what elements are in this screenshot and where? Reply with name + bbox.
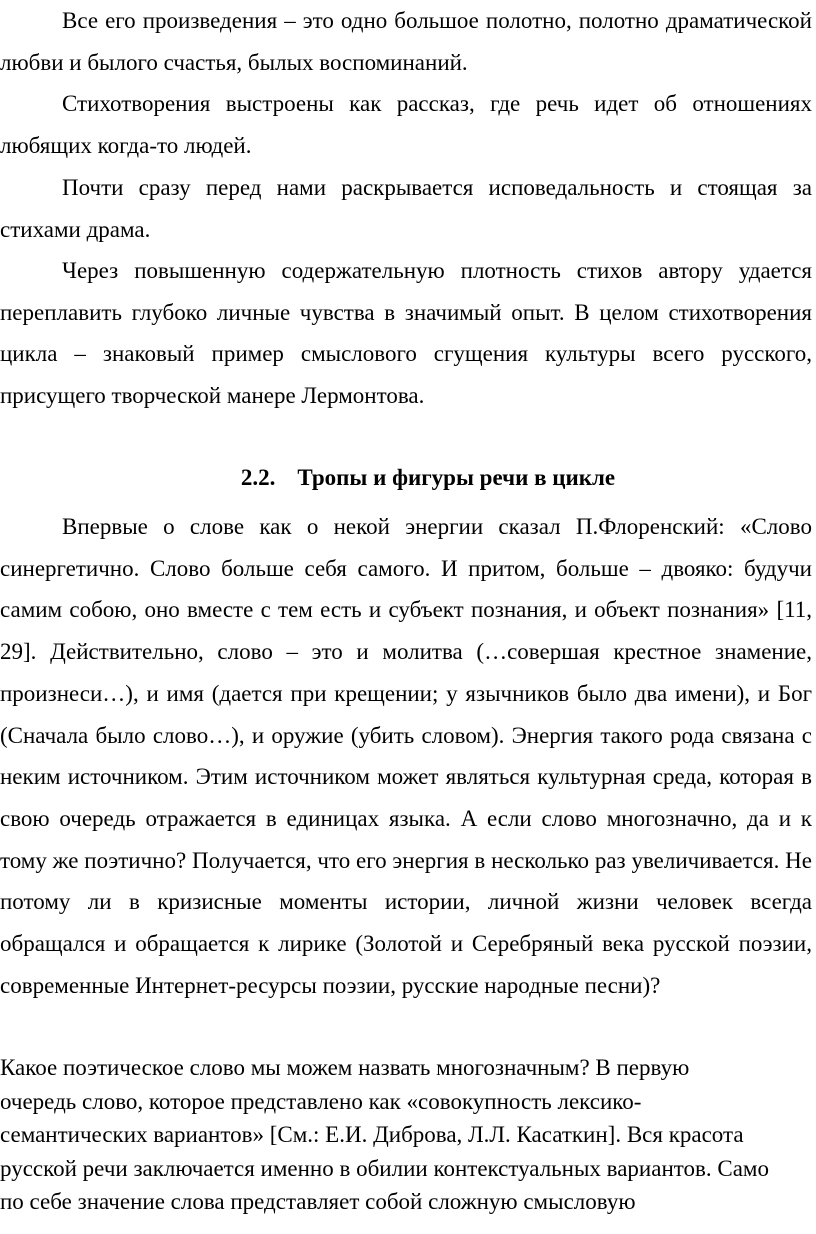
paragraph-structure: Стихотворения выстроены как рассказ, где речь идет об отношениях любящих когда-то людей. bbox=[0, 91, 812, 158]
paragraph-florensky: Впервые о слове как о некой энергии сказал П.Флоренский: «Слово синергетично. Слово больше себя самого. И притом, больше – двояко: будучи самим собою, оно вместе с тем есть и субъект познания, и объект познания» [11, 29]. Действительно, слово – это и молитва (…совершая крестное знамение, произнеси…), и имя (дается при крещении; у язычников было два имени), и Бог (Сначала было слово…), и оружие (убить словом). Энергия такого рода связана с неким источником. Этим источником может являться культурная среда, которая в свою очередь отражается в единицах языка. А если слово многозначно, да и к тому же поэтично? Получается, что его энергия в несколько раз увеличивается. Не потому ли в кризисные моменты истории, личной жизни человек всегда обращался и обращается к лирике (Золотой и Серебряный века русской поэзии, современные Интернет-ресурсы поэзии, русские народные песни)? bbox=[0, 514, 812, 998]
section-heading bbox=[0, 461, 816, 495]
paragraph-density: Через повышенную содержательную плотность стихов автору удается переплавить глубоко личные чувства в значимый опыт. В целом стихотворения цикла – знаковый пример смыслового сгущения культуры всего русского, присущего творческой манере Лермонтова. bbox=[0, 258, 812, 409]
paragraph-confession: Почти сразу перед нами раскрывается исповедальность и стоящая за стихами драма. bbox=[0, 175, 812, 242]
section-number: 2.2. bbox=[240, 465, 276, 490]
section-title: Тропы и фигуры речи в цикле bbox=[297, 465, 616, 490]
paragraph-intro: Все его произведения – это одно большое полотно, полотно драматической любви и былого счастья, былых воспоминаний. bbox=[0, 8, 812, 75]
paragraph-polysemy: Какое поэтическое слово мы можем назвать многозначным? В первую очередь слово, которое представлено как «совокупность лексико-семантических вариантов» [См.: Е.И. Диброва, Л.Л. Касаткин]. Вся красота русской речи заключается именно в обилии контекстуальных вариантов. Само по себе значение слова представляет собой сложную смысловую bbox=[0, 1055, 769, 1215]
